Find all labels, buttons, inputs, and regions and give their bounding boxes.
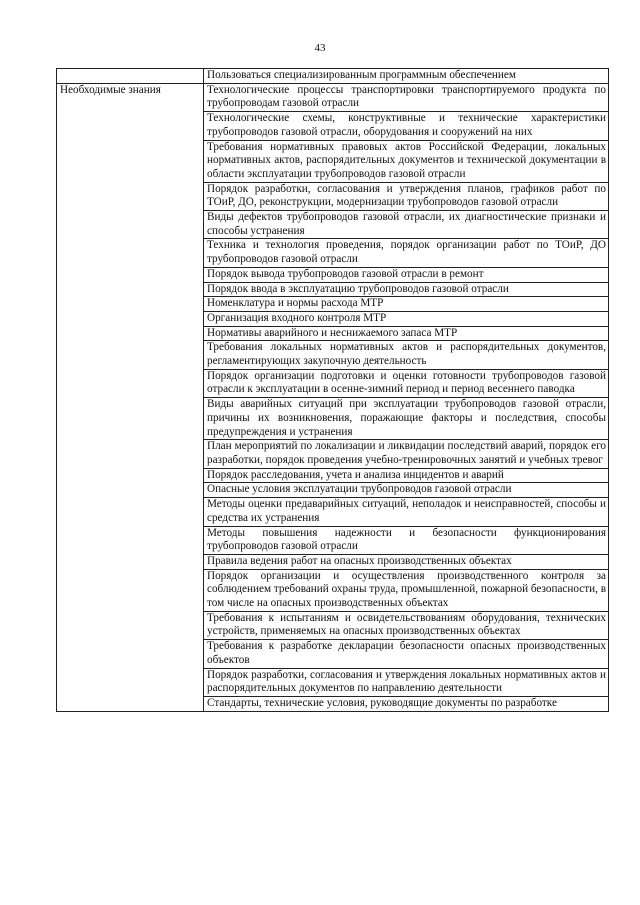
requirements-table-body	[57, 69, 609, 712]
knowledge-item: Порядок расследования, учета и анализа инцидентов и аварий	[204, 468, 609, 483]
knowledge-item: Порядок организации подготовки и оценки готовности трубопроводов газовой отрасли к эксплуатации в осенне-зимний период и период весеннего паводка	[204, 369, 609, 397]
knowledge-item: Технологические схемы, конструктивные и технические характеристики трубопроводов газовой отрасли, оборудования и сооружений на них	[204, 112, 609, 140]
knowledge-item: Методы повышения надежности и безопасности функционирования трубопроводов газовой отрасли	[204, 526, 609, 554]
knowledge-item: Номенклатура и нормы расхода МТР	[204, 297, 609, 312]
knowledge-item: Порядок организации и осуществления производственного контроля за соблюдением требований охраны труда, промышленной, пожарной безопасности, в том числе на опасных производственных объектах	[204, 569, 609, 611]
knowledge-item: Виды дефектов трубопроводов газовой отрасли, их диагностические признаки и способы устранения	[204, 211, 609, 239]
knowledge-item: Порядок разработки, согласования и утверждения планов, графиков работ по ТОиР, ДО, реконструкции, модернизации трубопроводов газовой отрасли	[204, 182, 609, 210]
knowledge-item: Правила ведения работ на опасных производственных объектах	[204, 554, 609, 569]
empty-label-cell	[57, 69, 204, 84]
knowledge-item: Виды аварийных ситуаций при эксплуатации трубопроводов газовой отрасли, причины их возникновения, поражающие факторы и последствия, способы предупреждения и устранения	[204, 398, 609, 440]
knowledge-item: Технологические процессы транспортировки транспортируемого продукта по трубопроводам газовой отрасли	[204, 83, 609, 111]
table-row	[57, 83, 609, 111]
knowledge-item: Техника и технология проведения, порядок организации работ по ТОиР, ДО трубопроводов газовой отрасли	[204, 239, 609, 267]
knowledge-item: Требования к разработке декларации безопасности опасных производственных объектов	[204, 640, 609, 668]
knowledge-item: Нормативы аварийного и неснижаемого запаса МТР	[204, 326, 609, 341]
knowledge-item: Порядок ввода в эксплуатацию трубопроводов газовой отрасли	[204, 282, 609, 297]
knowledge-item: Порядок вывода трубопроводов газовой отрасли в ремонт	[204, 267, 609, 282]
skill-item: Пользоваться специализированным программным обеспечением	[204, 69, 609, 84]
section-label: Необходимые знания	[57, 83, 204, 711]
knowledge-item: Порядок разработки, согласования и утверждения локальных нормативных актов и распорядительных документов по направлению деятельности	[204, 668, 609, 696]
knowledge-item: Опасные условия эксплуатации трубопроводов газовой отрасли	[204, 483, 609, 498]
knowledge-item: Требования локальных нормативных актов и распорядительных документов, регламентирующих закупочную деятельность	[204, 341, 609, 369]
knowledge-item: План мероприятий по локализации и ликвидации последствий аварий, порядок его разработки, порядок проведения учебно-тренировочных занятий и учебных тревог	[204, 440, 609, 468]
requirements-table	[56, 68, 609, 712]
page-number: 43	[314, 42, 326, 54]
knowledge-item: Методы оценки предаварийных ситуаций, неполадок и неисправностей, способы и средства их устранения	[204, 498, 609, 526]
table-row	[57, 69, 609, 84]
knowledge-item: Организация входного контроля МТР	[204, 311, 609, 326]
knowledge-item: Требования нормативных правовых актов Российской Федерации, локальных нормативных актов, распорядительных документов и технической документации в области эксплуатации трубопроводов газовой отрасли	[204, 140, 609, 182]
knowledge-item: Требования к испытаниям и освидетельствованиям оборудования, технических устройств, применяемых на опасных производственных объектах	[204, 611, 609, 639]
knowledge-item: Стандарты, технические условия, руководящие документы по разработке	[204, 696, 609, 711]
